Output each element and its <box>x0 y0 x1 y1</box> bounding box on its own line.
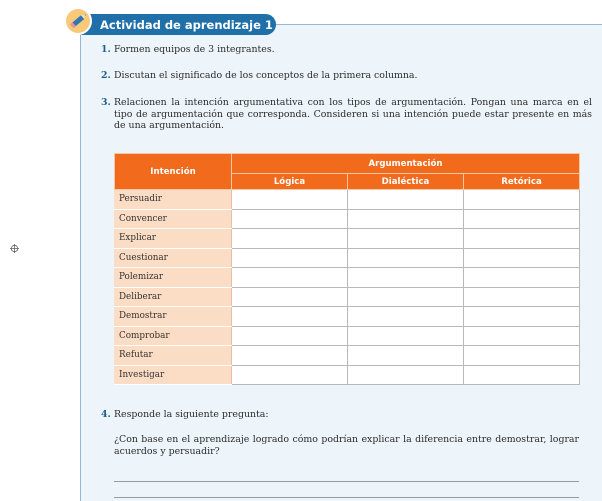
mark-cell-logica[interactable] <box>232 190 348 210</box>
row-label: Convencer <box>115 209 232 229</box>
mark-cell-retorica[interactable] <box>464 326 580 346</box>
mark-cell-logica[interactable] <box>232 307 348 327</box>
mark-cell-logica[interactable] <box>232 346 348 366</box>
instruction-text: Formen equipos de 3 integrantes. <box>114 44 275 55</box>
row-label: Refutar <box>115 346 232 366</box>
column-header-dialectica: Dialéctica <box>348 174 464 190</box>
answer-line[interactable] <box>114 497 579 498</box>
mark-cell-dialectica[interactable] <box>348 287 464 307</box>
mark-cell-retorica[interactable] <box>464 229 580 249</box>
row-label: Cuestionar <box>115 248 232 268</box>
instruction-number: 2. <box>101 70 111 81</box>
column-header-retorica: Retórica <box>464 174 580 190</box>
column-header-argumentacion: Argumentación <box>232 154 580 174</box>
mark-cell-dialectica[interactable] <box>348 326 464 346</box>
mark-cell-logica[interactable] <box>232 365 348 385</box>
activity-title: Actividad de aprendizaje 1 <box>100 18 273 32</box>
instruction-text: Discutan el significado de los conceptos de la primera columna. <box>114 70 418 81</box>
table-row <box>115 307 580 327</box>
table-row <box>115 209 580 229</box>
mark-cell-retorica[interactable] <box>464 268 580 288</box>
mark-cell-dialectica[interactable] <box>348 365 464 385</box>
instruction-1 <box>101 44 581 56</box>
mark-cell-retorica[interactable] <box>464 190 580 210</box>
instruction-text: Relacionen la intención argumentativa con los tipos de argumentación. Pongan una marca en el tipo de argumentación que corresponda. Consideren si una intención puede estar presente en más de una argumentación. <box>114 97 592 131</box>
mark-cell-dialectica[interactable] <box>348 346 464 366</box>
instruction-number: 4. <box>101 409 111 420</box>
mark-cell-logica[interactable] <box>232 326 348 346</box>
mark-cell-logica[interactable] <box>232 248 348 268</box>
table-row <box>115 248 580 268</box>
mark-cell-logica[interactable] <box>232 268 348 288</box>
column-header-intencion: Intención <box>115 154 232 190</box>
table-row <box>115 365 580 385</box>
instruction-4 <box>101 409 581 421</box>
question-text: ¿Con base en el aprendizaje logrado cómo podrían explicar la diferencia entre demostrar, lograr acuerdos y persuadir? <box>114 434 579 457</box>
mark-cell-retorica[interactable] <box>464 307 580 327</box>
row-label: Investigar <box>115 365 232 385</box>
mark-cell-dialectica[interactable] <box>348 229 464 249</box>
row-label: Demostrar <box>115 307 232 327</box>
instruction-3 <box>101 97 592 132</box>
margin-registration-mark-icon <box>10 244 19 253</box>
row-label: Explicar <box>115 229 232 249</box>
mark-cell-logica[interactable] <box>232 209 348 229</box>
table-row <box>115 326 580 346</box>
instruction-text: Responde la siguiente pregunta: <box>114 409 269 420</box>
table-row <box>115 268 580 288</box>
question-text-block <box>114 434 579 457</box>
table-row <box>115 190 580 210</box>
instruction-number: 1. <box>101 44 111 55</box>
mark-cell-dialectica[interactable] <box>348 307 464 327</box>
row-label: Comprobar <box>115 326 232 346</box>
mark-cell-retorica[interactable] <box>464 209 580 229</box>
table-row <box>115 346 580 366</box>
mark-cell-dialectica[interactable] <box>348 248 464 268</box>
instruction-number: 3. <box>101 97 111 108</box>
mark-cell-dialectica[interactable] <box>348 190 464 210</box>
mark-cell-retorica[interactable] <box>464 248 580 268</box>
mark-cell-retorica[interactable] <box>464 365 580 385</box>
answer-line[interactable] <box>114 481 579 482</box>
mark-cell-logica[interactable] <box>232 287 348 307</box>
row-label: Polemizar <box>115 268 232 288</box>
mark-cell-dialectica[interactable] <box>348 209 464 229</box>
table-row <box>115 229 580 249</box>
table-row <box>115 287 580 307</box>
mark-cell-logica[interactable] <box>232 229 348 249</box>
column-header-logica: Lógica <box>232 174 348 190</box>
mark-cell-retorica[interactable] <box>464 346 580 366</box>
pencil-badge-icon <box>63 6 93 36</box>
row-label: Persuadir <box>115 190 232 210</box>
argumentation-table <box>114 153 579 385</box>
mark-cell-dialectica[interactable] <box>348 268 464 288</box>
row-label: Deliberar <box>115 287 232 307</box>
mark-cell-retorica[interactable] <box>464 287 580 307</box>
instruction-2 <box>101 70 581 82</box>
